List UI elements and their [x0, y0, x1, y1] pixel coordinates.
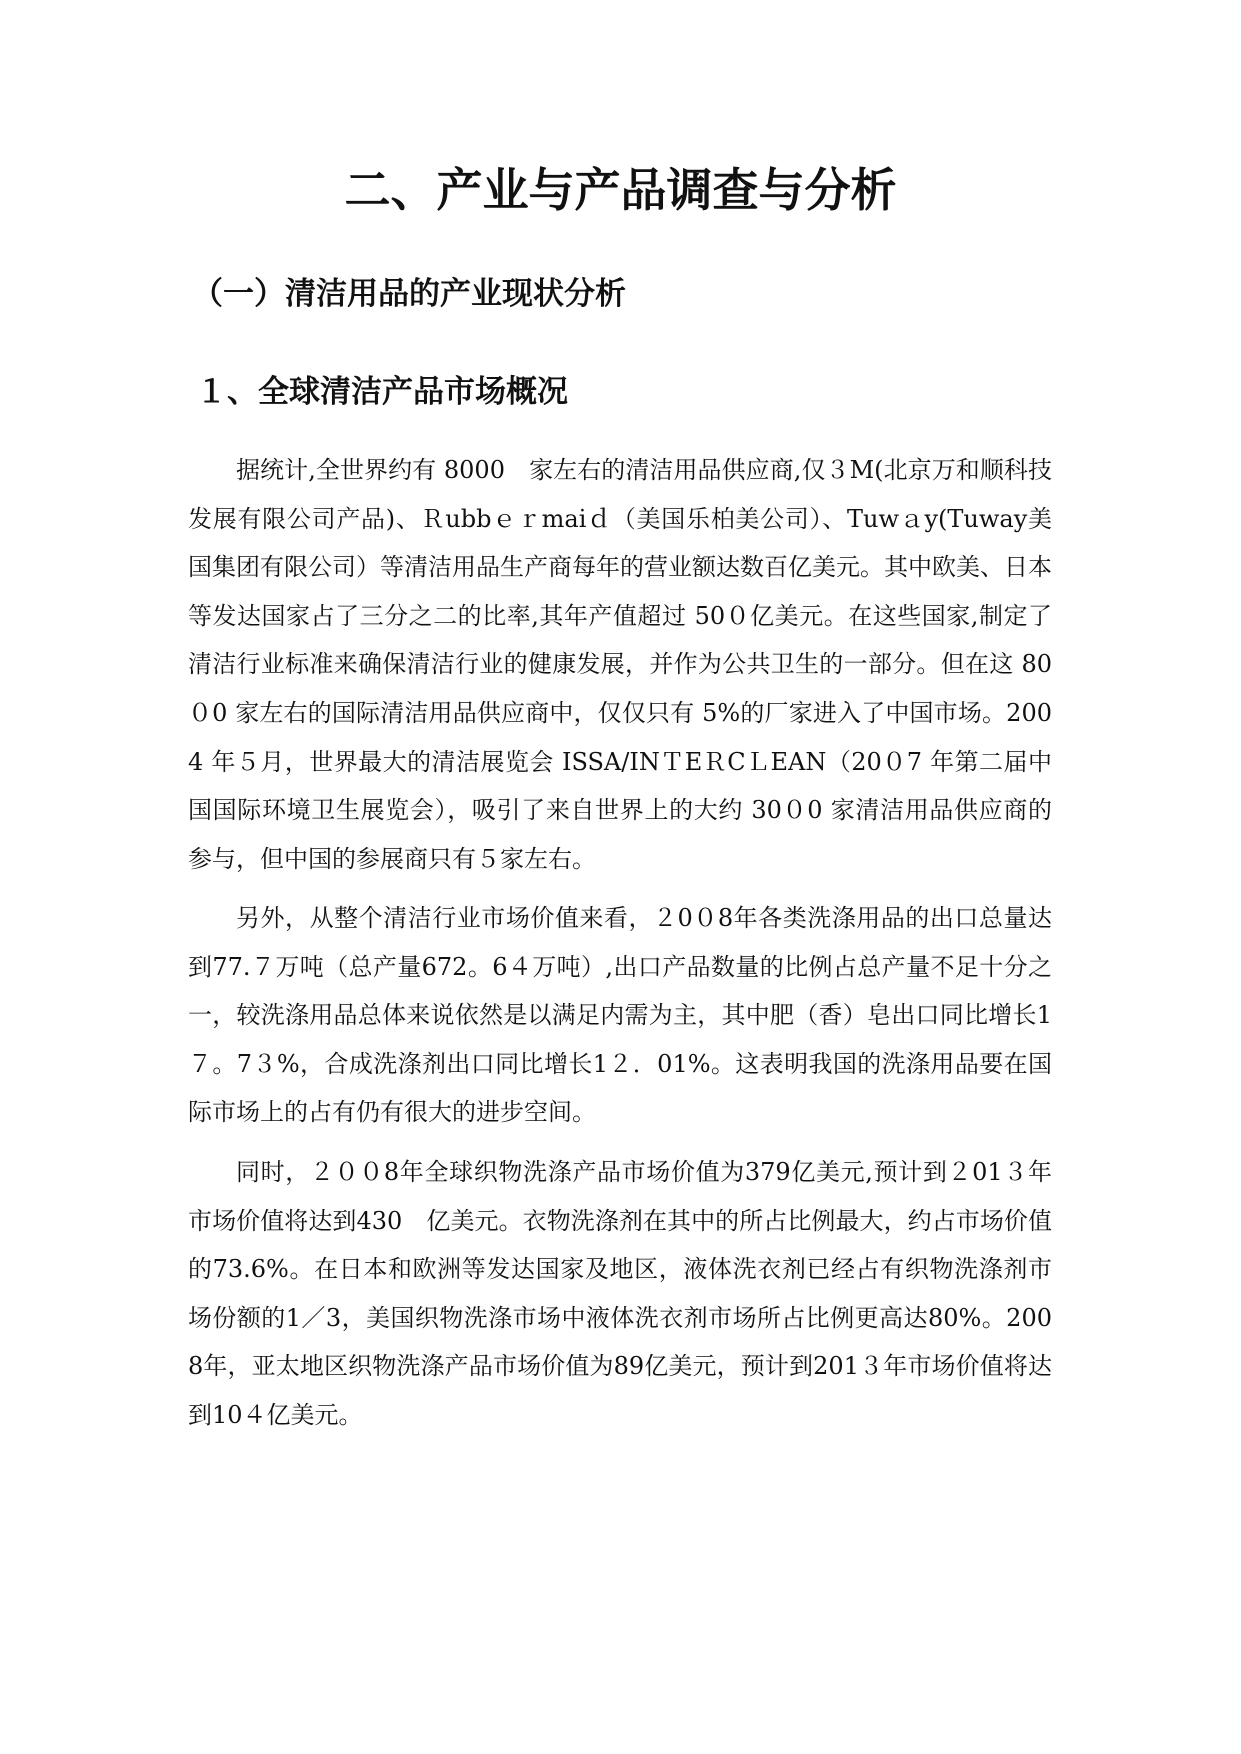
body-paragraph: 另外，从整个清洁行业市场价值来看，２0０8年各类洗涤用品的出口总量达到77.７万吨（总产量672。6４万吨）,出口产品数量的比例占总产量不足十分之一，较洗涤用品总体来说依然是以满足内需为主，其中肥（香）皂出口同比增长1７。7３%，合成洗涤剂出口同比增长1２．01%。这表明我国的洗涤用品要在国际市场上的占有仍有很大的进步空间。 — [188, 904, 1052, 1127]
chapter-title: 二、产业与产品调查与分析 — [344, 163, 897, 217]
section-heading: （一）清洁用品的产业现状分析 — [192, 276, 626, 312]
body-paragraph: 据统计,全世界约有 8000 家左右的清洁用品供应商,仅３M(北京万和顺科技发展有限公司产品)、Ｒubbｅｒmaiｄ（美国乐柏美公司）、Tuwａy(Tuway美国集团有限公司）等清洁用品生产商每年的营业额达数百亿美元。其中欧美、日本等发达国家占了三分之二的比率,其年产值超过 50０亿美元。在这些国家,制定了清洁行业标准来确保清洁行业的健康发展，并作为公共卫生的一部分。但在这 80０0 家左右的国际清洁用品供应商中，仅仅只有 5%的厂家进入了中国市场。2004 年５月，世界最大的清洁展览会 ISSA/INＴEＲCＬEAN（20０7 年第二届中国国际环境卫生展览会），吸引了来自世界上的大约 30０0 家清洁用品供应商的参与，但中国的参展商只有５家左右。 — [188, 456, 1052, 873]
sub-heading: １、全球清洁产品市场概况 — [196, 374, 568, 410]
body-paragraph: 同时，２００8年全球织物洗涤产品市场价值为379亿美元,预计到２01３年市场价值将达到430 亿美元。衣物洗涤剂在其中的所占比例最大，约占市场价值的73.6%。在日本和欧洲等发达国家及地区，液体洗衣剂已经占有织物洗涤剂市场份额的1／3，美国织物洗涤市场中液体洗衣剂市场所占比例更高达80%。2008年，亚太地区织物洗涤产品市场价值为89亿美元，预计到201３年市场价值将达到10４亿美元。 — [188, 1158, 1052, 1429]
